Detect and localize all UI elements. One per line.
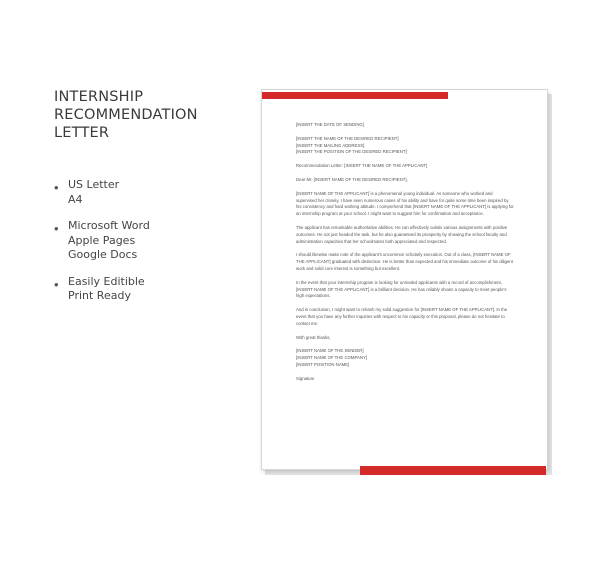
feature-list bbox=[54, 178, 254, 304]
feature-item: Google Docs bbox=[68, 248, 138, 261]
bullet-icon: • bbox=[54, 221, 59, 236]
letter-paragraph: The applicant has remarkable authoritative abilities. He can effectively oulstiv various assignments with positive outcomes. He not just headed the task, but he also guaranteed its prosperity by showing the school faculty and administration capacities that her schoolmates both appreciated and respected. bbox=[296, 224, 508, 244]
recipient-line: [INSERT THE MAILING ADDRESS] bbox=[296, 142, 365, 148]
letter-paragraph: [INSERT NAME OF THE APPLICANT] is a phenomenal young individual. As someone who worked and supervised her closely, I have seen numerous cases of his ability and have for quite some time been inspired by his consistency and hard working attitude. I comprehend that [INSERT NAME OF THE APPLICANT] is applying for an internship program at your school. I might want to suggest him for confirmation and acceptance. bbox=[296, 190, 514, 217]
letter-preview[interactable] bbox=[261, 89, 548, 470]
letter-top-accent-bar bbox=[262, 92, 448, 99]
feature-group-formats bbox=[54, 178, 254, 207]
letter-signature: Signature bbox=[296, 375, 315, 381]
letter-recipient-block bbox=[296, 136, 514, 156]
sender-line: [INSERT NAME OF THE SENDER] bbox=[296, 348, 364, 354]
feature-item: A4 bbox=[68, 192, 83, 206]
recipient-line: [INSERT THE NAME OF THE DESIRED RECIPIENT] bbox=[296, 135, 399, 141]
sender-line: [INSERT POSITION NAME] bbox=[296, 361, 350, 367]
feature-item: Microsoft Word bbox=[68, 219, 150, 232]
letter-closing: With great thanks, bbox=[296, 334, 331, 340]
bullet-icon: • bbox=[54, 180, 59, 195]
feature-group-properties bbox=[54, 275, 254, 304]
letter-body bbox=[296, 122, 514, 383]
letter-paragraph: And in conclusion, I might want to rehash my solid suggestion for [INSERT NAME OF THE APPLICANT]. In the event that you have any further inquiries with respect to his capacity or this proposal, please do not hesitate to contact me. bbox=[296, 307, 508, 326]
recipient-line: [INSERT THE POSITION OF THE DESIRED RECIPIENT] bbox=[296, 149, 407, 155]
template-info-panel bbox=[54, 88, 254, 316]
feature-item: Print Ready bbox=[68, 289, 131, 302]
feature-group-apps bbox=[54, 219, 254, 263]
feature-item: US Letter bbox=[68, 178, 120, 191]
letter-paragraph: In the event that your internship program is looking for unrivaled applicants with a record of accomplishment, [INSERT NAME OF THE APPLICANT] is a brilliant decision. He has reliably shown a capacity to meet people's high expectations. bbox=[296, 279, 507, 299]
template-title bbox=[54, 88, 254, 142]
letter-sender-block bbox=[296, 348, 514, 368]
letter-subject: Recommendation Letter: [INSERT THE NAME OF THE APPLICANT] bbox=[296, 163, 428, 169]
letter-bottom-accent-bar bbox=[360, 466, 546, 475]
template-title-line: INTERNSHIP bbox=[54, 89, 144, 105]
feature-item: Apple Pages bbox=[68, 233, 136, 247]
sender-line: [INSERT NAME OF THE COMPANY] bbox=[296, 355, 368, 361]
template-title-line: RECOMMENDATION LETTER bbox=[54, 107, 198, 141]
letter-salutation: Dear Mr. [INSERT NAME OF THE DESIRED RECIPIENT], bbox=[296, 176, 408, 182]
feature-item: Easily Editible bbox=[68, 274, 145, 288]
bullet-icon: • bbox=[54, 276, 59, 292]
letter-paragraph: I should likewise make note of the applicant's uncommon scholarly execution. Out of a class, [INSERT NAME OF THE APPLICANT] graduated with distinction. He is better than expected and his immediate outcome of his diligent work and solid core interest is something but excellent. bbox=[296, 252, 513, 271]
letter-date: [INSERT THE DATE OF SENDING] bbox=[296, 122, 364, 127]
